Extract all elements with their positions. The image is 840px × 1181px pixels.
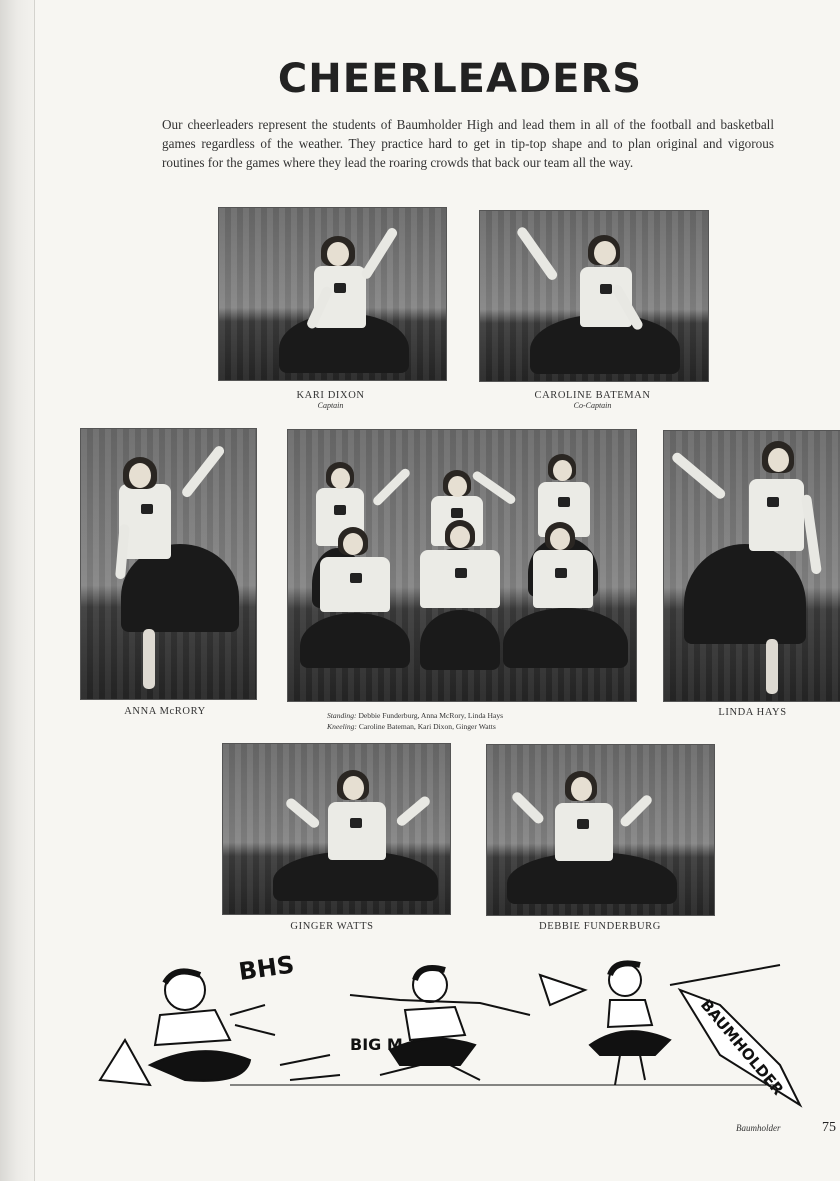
cheerleader-figure xyxy=(101,439,251,699)
photo-ginger-watts xyxy=(222,743,451,915)
cheerleader-figure xyxy=(520,229,690,379)
photo-group xyxy=(287,429,637,702)
caption-kari-dixon xyxy=(268,390,393,410)
cheerleader-figure xyxy=(400,518,520,678)
photo-debbie-funderburg xyxy=(486,744,715,916)
standing-label: Standing: xyxy=(327,711,357,720)
drawing-text-banner: BAUMHOLDER xyxy=(696,996,788,1099)
caption-name: GINGER WATTS xyxy=(290,921,374,932)
photo-kari-dixon xyxy=(218,207,447,381)
caption-role: Captain xyxy=(317,401,344,410)
drawing-text-big-m: BIG M xyxy=(350,1035,403,1054)
caption-name: CAROLINE BATEMAN xyxy=(534,390,651,401)
caption-caroline-bateman xyxy=(510,390,675,410)
caption-anna-mcrory xyxy=(90,706,240,717)
cheerleader-figure xyxy=(300,525,410,675)
caption-kneeling-row xyxy=(327,721,607,732)
caption-standing-row xyxy=(327,710,607,721)
caption-name: KARI DIXON xyxy=(296,390,365,401)
kneeling-names: Caroline Bateman, Kari Dixon, Ginger Watts xyxy=(358,722,496,731)
page-number: 75 xyxy=(822,1120,836,1135)
kneeling-label: Kneeling: xyxy=(327,722,357,731)
photo-caroline-bateman xyxy=(479,210,709,382)
page-binding-edge xyxy=(0,0,35,1181)
intro-paragraph: Our cheerleaders represent the students of Baumholder High and lead them in all of the football and basketball games regardless of the weather. They practice hard to get in tip-top shape and to plan original and vigorous routines for the games where they lead the roaring crowds that back our team all the way. xyxy=(162,117,774,170)
cheerleader-cartoon-illustration xyxy=(80,945,810,1115)
standing-names: Debbie Funderburg, Anna McRory, Linda Hays xyxy=(358,711,504,720)
photo-linda-hays xyxy=(663,430,840,702)
photo-anna-mcrory xyxy=(80,428,257,700)
page-title: CHEERLEADERS xyxy=(277,56,643,102)
caption-name: DEBBIE FUNDERBURG xyxy=(539,921,661,932)
caption-group xyxy=(327,710,607,732)
cheerleader-figure xyxy=(684,439,840,701)
cheerleader-figure xyxy=(497,767,707,912)
caption-linda-hays xyxy=(680,707,825,718)
footer-publication: Baumholder xyxy=(736,1123,781,1133)
drawing-text-bhs: BHS xyxy=(236,950,296,986)
caption-ginger-watts xyxy=(262,921,402,932)
caption-debbie-funderburg xyxy=(520,921,680,932)
cheerleader-figure xyxy=(259,228,419,378)
caption-name: ANNA McRORY xyxy=(124,706,206,717)
caption-name: LINDA HAYS xyxy=(718,707,787,718)
cheerleader-figure xyxy=(233,766,443,911)
caption-role: Co-Captain xyxy=(573,401,612,410)
cheerleader-figure xyxy=(503,520,633,675)
